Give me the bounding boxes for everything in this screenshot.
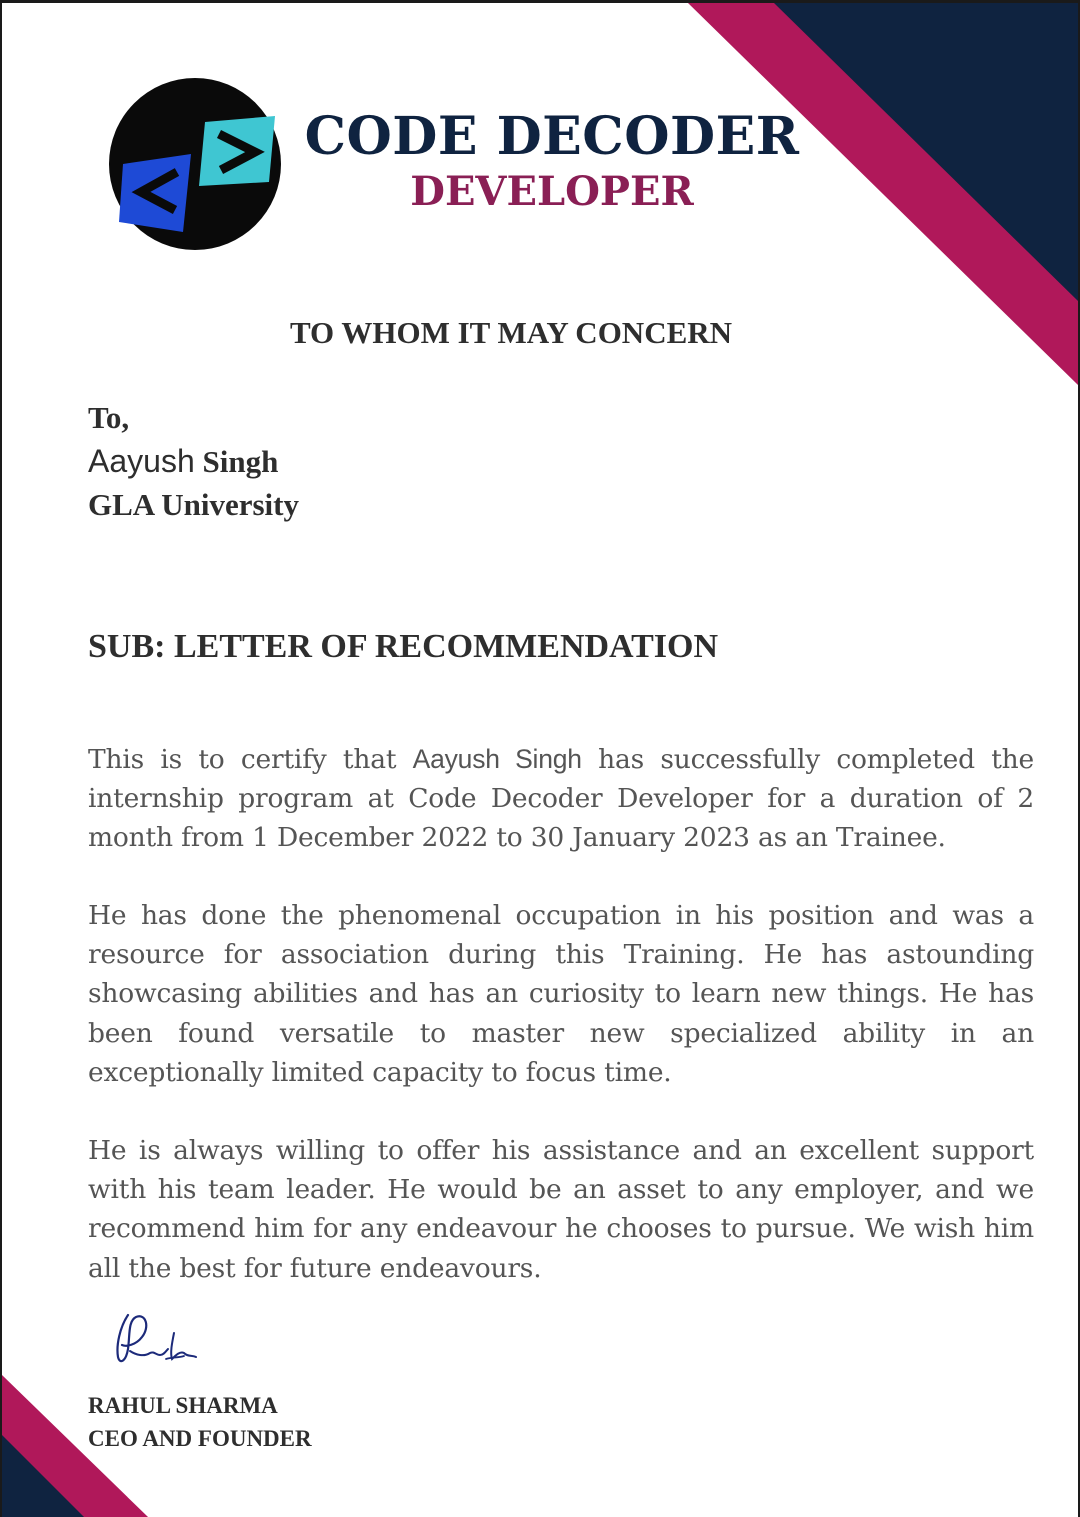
body-paragraph-2: He has done the phenomenal occupation in his position and was a resource for association during this Training. He has astounding showcasing abilities and has an curiosity to learn new things. He has been found versatile to master new specialized ability in an exceptionally limited capacity to focus time. (88, 900, 1034, 1088)
trainee-name: Aayush Singh (412, 744, 582, 774)
letter-heading: TO WHOM IT MAY CONCERN (289, 315, 733, 350)
letter-sheet (2, 3, 1078, 1517)
company-tagline: DEVELOPER (410, 168, 694, 215)
recipient-organization: GLA University (88, 487, 299, 522)
signer-name: RAHUL SHARMA (88, 1393, 278, 1418)
recipient-last-name: Singh (202, 444, 279, 479)
body-paragraph-3: He is always willing to offer his assistance and an excellent support with his team leader. He would be an asset to any employer, and we recommend him for any endeavour he chooses to pursue. We wish him all the best for future endeavours. (88, 1135, 1034, 1284)
letter-subject: SUB: LETTER OF RECOMMENDATION (88, 628, 718, 665)
salutation: To, (88, 400, 130, 435)
signer-title: CEO AND FOUNDER (88, 1426, 312, 1451)
recipient-name (88, 443, 278, 480)
handwritten-signature (106, 1305, 206, 1377)
body-paragraph-1 (88, 740, 1034, 858)
paragraph-1-intro: This is to certify that (88, 744, 413, 775)
paragraph-1-rest: has successfully completed the internship program at Code Decoder Developer for a duration of 2 month from 1 December 2022 to 30 January 2023 as an Trainee. (88, 744, 1034, 854)
recipient-first-name: Aayush (88, 443, 195, 479)
code-brackets-icon (109, 78, 281, 250)
company-name: CODE DECODER (304, 106, 800, 167)
